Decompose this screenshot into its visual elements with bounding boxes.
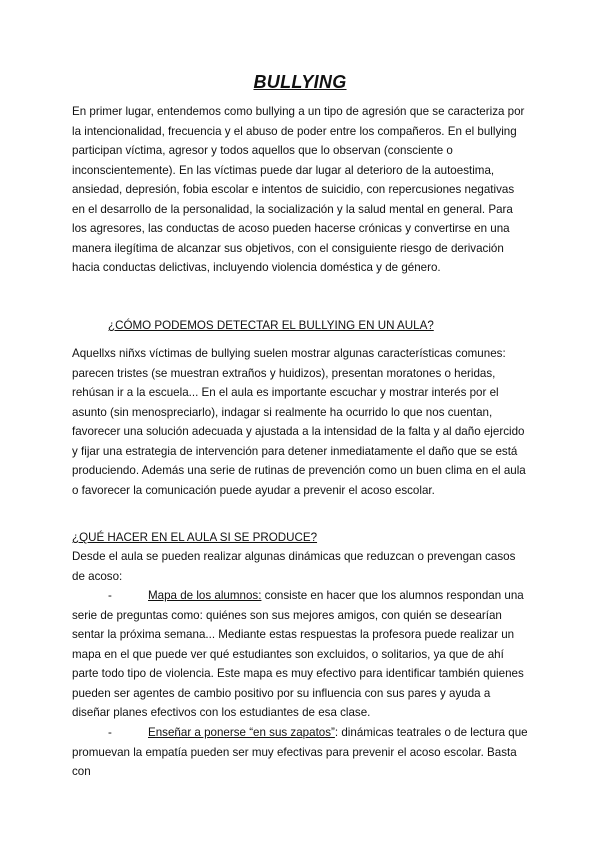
intro-paragraph: En primer lugar, entendemos como bullying a un tipo de agresión que se caracteriza por la intencionalidad, frecuencia y el abuso de poder entre los compañeros. En el bullying participan víctima, agresor y todos aquellos que lo observan (consciente o inconscientemente). En las víctimas puede dar lugar al deterioro de la autoestima, ansiedad, depresión, fobia escolar e intentos de suicidio, con repercusiones negativas en el desarrollo de la personalidad, la socialización y la salud mental en general. Para los agresores, las conductas de acoso pueden hacerse crónicas y convertirse en una manera ilegítima de alcanzar sus objetivos, con el consiguiente riesgo de derivación hacia conductas delictivas, incluyendo violencia doméstica y de género. xyxy=(72,105,525,274)
list-item xyxy=(72,723,528,782)
section-heading-what-to-do: ¿QUÉ HACER EN EL AULA SI SE PRODUCE? xyxy=(72,531,318,544)
section-heading-detect: ¿CÓMO PODEMOS DETECTAR EL BULLYING EN UN AULA? xyxy=(108,319,434,332)
document-title: BULLYING xyxy=(253,72,347,92)
list-item xyxy=(72,586,528,723)
list-item-text: : dinámicas teatrales o de lectura que promuevan la empatía pueden ser muy efectivas para prevenir el acoso escolar. Basta con xyxy=(72,726,528,778)
detect-paragraph: Aquellxs niñxs víctimas de bullying suelen mostrar algunas características comunes: parecen tristes (se muestran extraños y huidizos), presentan moratones o heridas, rehúsan ir a la escuela... En el aula es importante escuchar y mostrar interés por el asunto (sin menospreciarlo), indagar si realmente ha ocurrido lo que nos cuentan, favorecer una solución adecuada y ajustada a la intensidad de la falta y al daño ejercido y fijar una estrategia de intervención para detener inmediatamente el daño que se está produciendo. Además una serie de rutinas de prevención como un buen clima en el aula o favorecer la comunicación puede ayudar a prevenir el acoso escolar. xyxy=(72,347,526,497)
list-dash: - xyxy=(108,726,112,739)
list-item-term: Mapa de los alumnos: xyxy=(148,589,262,602)
list-item-text: consiste en hacer que los alumnos respondan una serie de preguntas como: quiénes son sus mejores amigos, con quién se desearían sentar la próxima semana... Mediante estas respuestas la profesora puede realizar un mapa en el que puede ver qué estudiantes son excluidos, o solitarios, ya que de ahí parte todo tipo de violencia. Este mapa es muy efectivo para identificar también quienes pueden ser agentes de cambio positivo por su influencia con sus pares y ayuda a diseñar planes efectivos con los estudiantes de esa clase. xyxy=(72,589,524,719)
what-to-do-intro: Desde el aula se pueden realizar algunas dinámicas que reduzcan o prevengan casos de acoso: xyxy=(72,550,516,583)
list-dash: - xyxy=(108,589,112,602)
list-item-term: Enseñar a ponerse “en sus zapatos” xyxy=(148,726,335,739)
